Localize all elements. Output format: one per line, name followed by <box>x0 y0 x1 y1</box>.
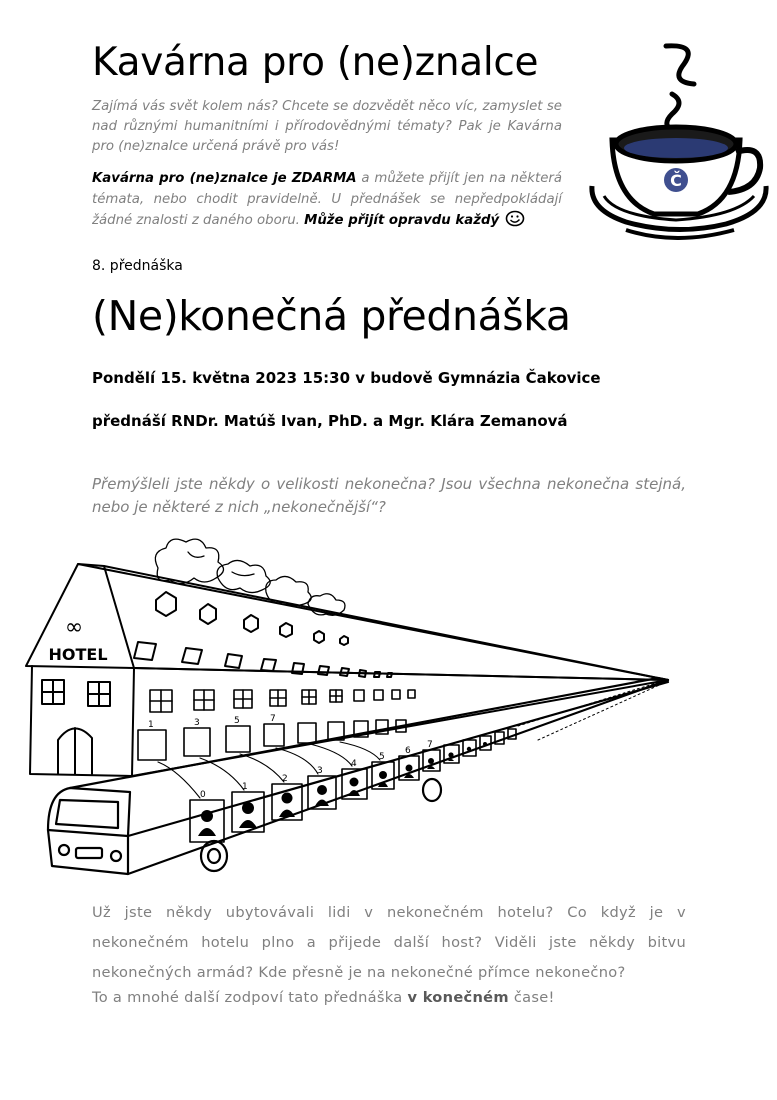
lecture-date-place: Pondělí 15. května 2023 15:30 v budově Gymnázia Čakovice <box>92 369 601 387</box>
bus-seat-number: 4 <box>351 759 357 769</box>
window-number: 7 <box>270 714 276 724</box>
bus-seat-number: 3 <box>317 766 323 776</box>
closing-text-after: čase! <box>508 989 555 1006</box>
window-number: 1 <box>148 720 154 730</box>
bus-seat-number: 0 <box>200 790 206 800</box>
everyone-welcome: Může přijít opravdu každý <box>304 213 500 228</box>
free-entry-paragraph <box>92 168 562 234</box>
teaser-question: Přemýšleli jste někdy o velikosti nekonečna? Jsou všechna nekonečna stejná, nebo je některé z nich „nekonečnější“? <box>92 475 686 516</box>
lecture-number: 8. přednáška <box>92 258 183 274</box>
intro-paragraph: Zajímá vás svět kolem nás? Chcete se dozvědět něco víc, zamyslet se nad různými humanitními i přírodovědnými tématy? Pak je Kavárna pro (ne)znalce určená právě pro vás! <box>92 99 562 154</box>
free-entry-text: a můžete přijít jen na některá témata, nebo chodit pravidelně. U přednášek se nepředpokládají žádné znalosti z daného oboru. <box>92 171 562 228</box>
hotel-sign: HOTEL <box>48 645 108 664</box>
lecture-title: (Ne)konečná přednáška <box>92 292 571 340</box>
series-title: Kavárna pro (ne)znalce <box>92 40 539 85</box>
bus-seat-number: 7 <box>427 740 433 750</box>
window-number: 5 <box>234 716 240 726</box>
smiley-icon <box>505 210 525 234</box>
logo-letter: Č <box>670 171 682 190</box>
closing-text-before: To a mnohé další zodpoví tato přednáška <box>92 989 408 1006</box>
lecture-speakers: přednáší RNDr. Matúš Ivan, PhD. a Mgr. Klára Zemanová <box>92 412 568 430</box>
window-number: 3 <box>194 718 200 728</box>
smoke-icon <box>155 539 345 615</box>
bus-seat-number: 1 <box>242 782 248 792</box>
closing-emphasis: v konečném <box>407 989 509 1006</box>
closing-line <box>92 989 692 1006</box>
bus-seat-number: 6 <box>405 746 411 756</box>
infinity-sign: ∞ <box>64 615 84 640</box>
bus-seat-number: 5 <box>379 752 385 762</box>
coffee-cup-icon <box>586 40 771 244</box>
free-entry-bold: Kavárna pro (ne)znalce je ZDARMA <box>92 171 357 186</box>
bus-seat-number: 2 <box>282 774 288 784</box>
hotel-bus-illustration <box>18 530 678 894</box>
body-paragraph: Už jste někdy ubytovávali lidi v nekonečném hotelu? Co když je v nekonečném hotelu plno a přijede další host? Viděli jste někdy bitvu nekonečných armád? Kde přesně je na nekonečné přímce nekonečno? <box>92 904 686 981</box>
